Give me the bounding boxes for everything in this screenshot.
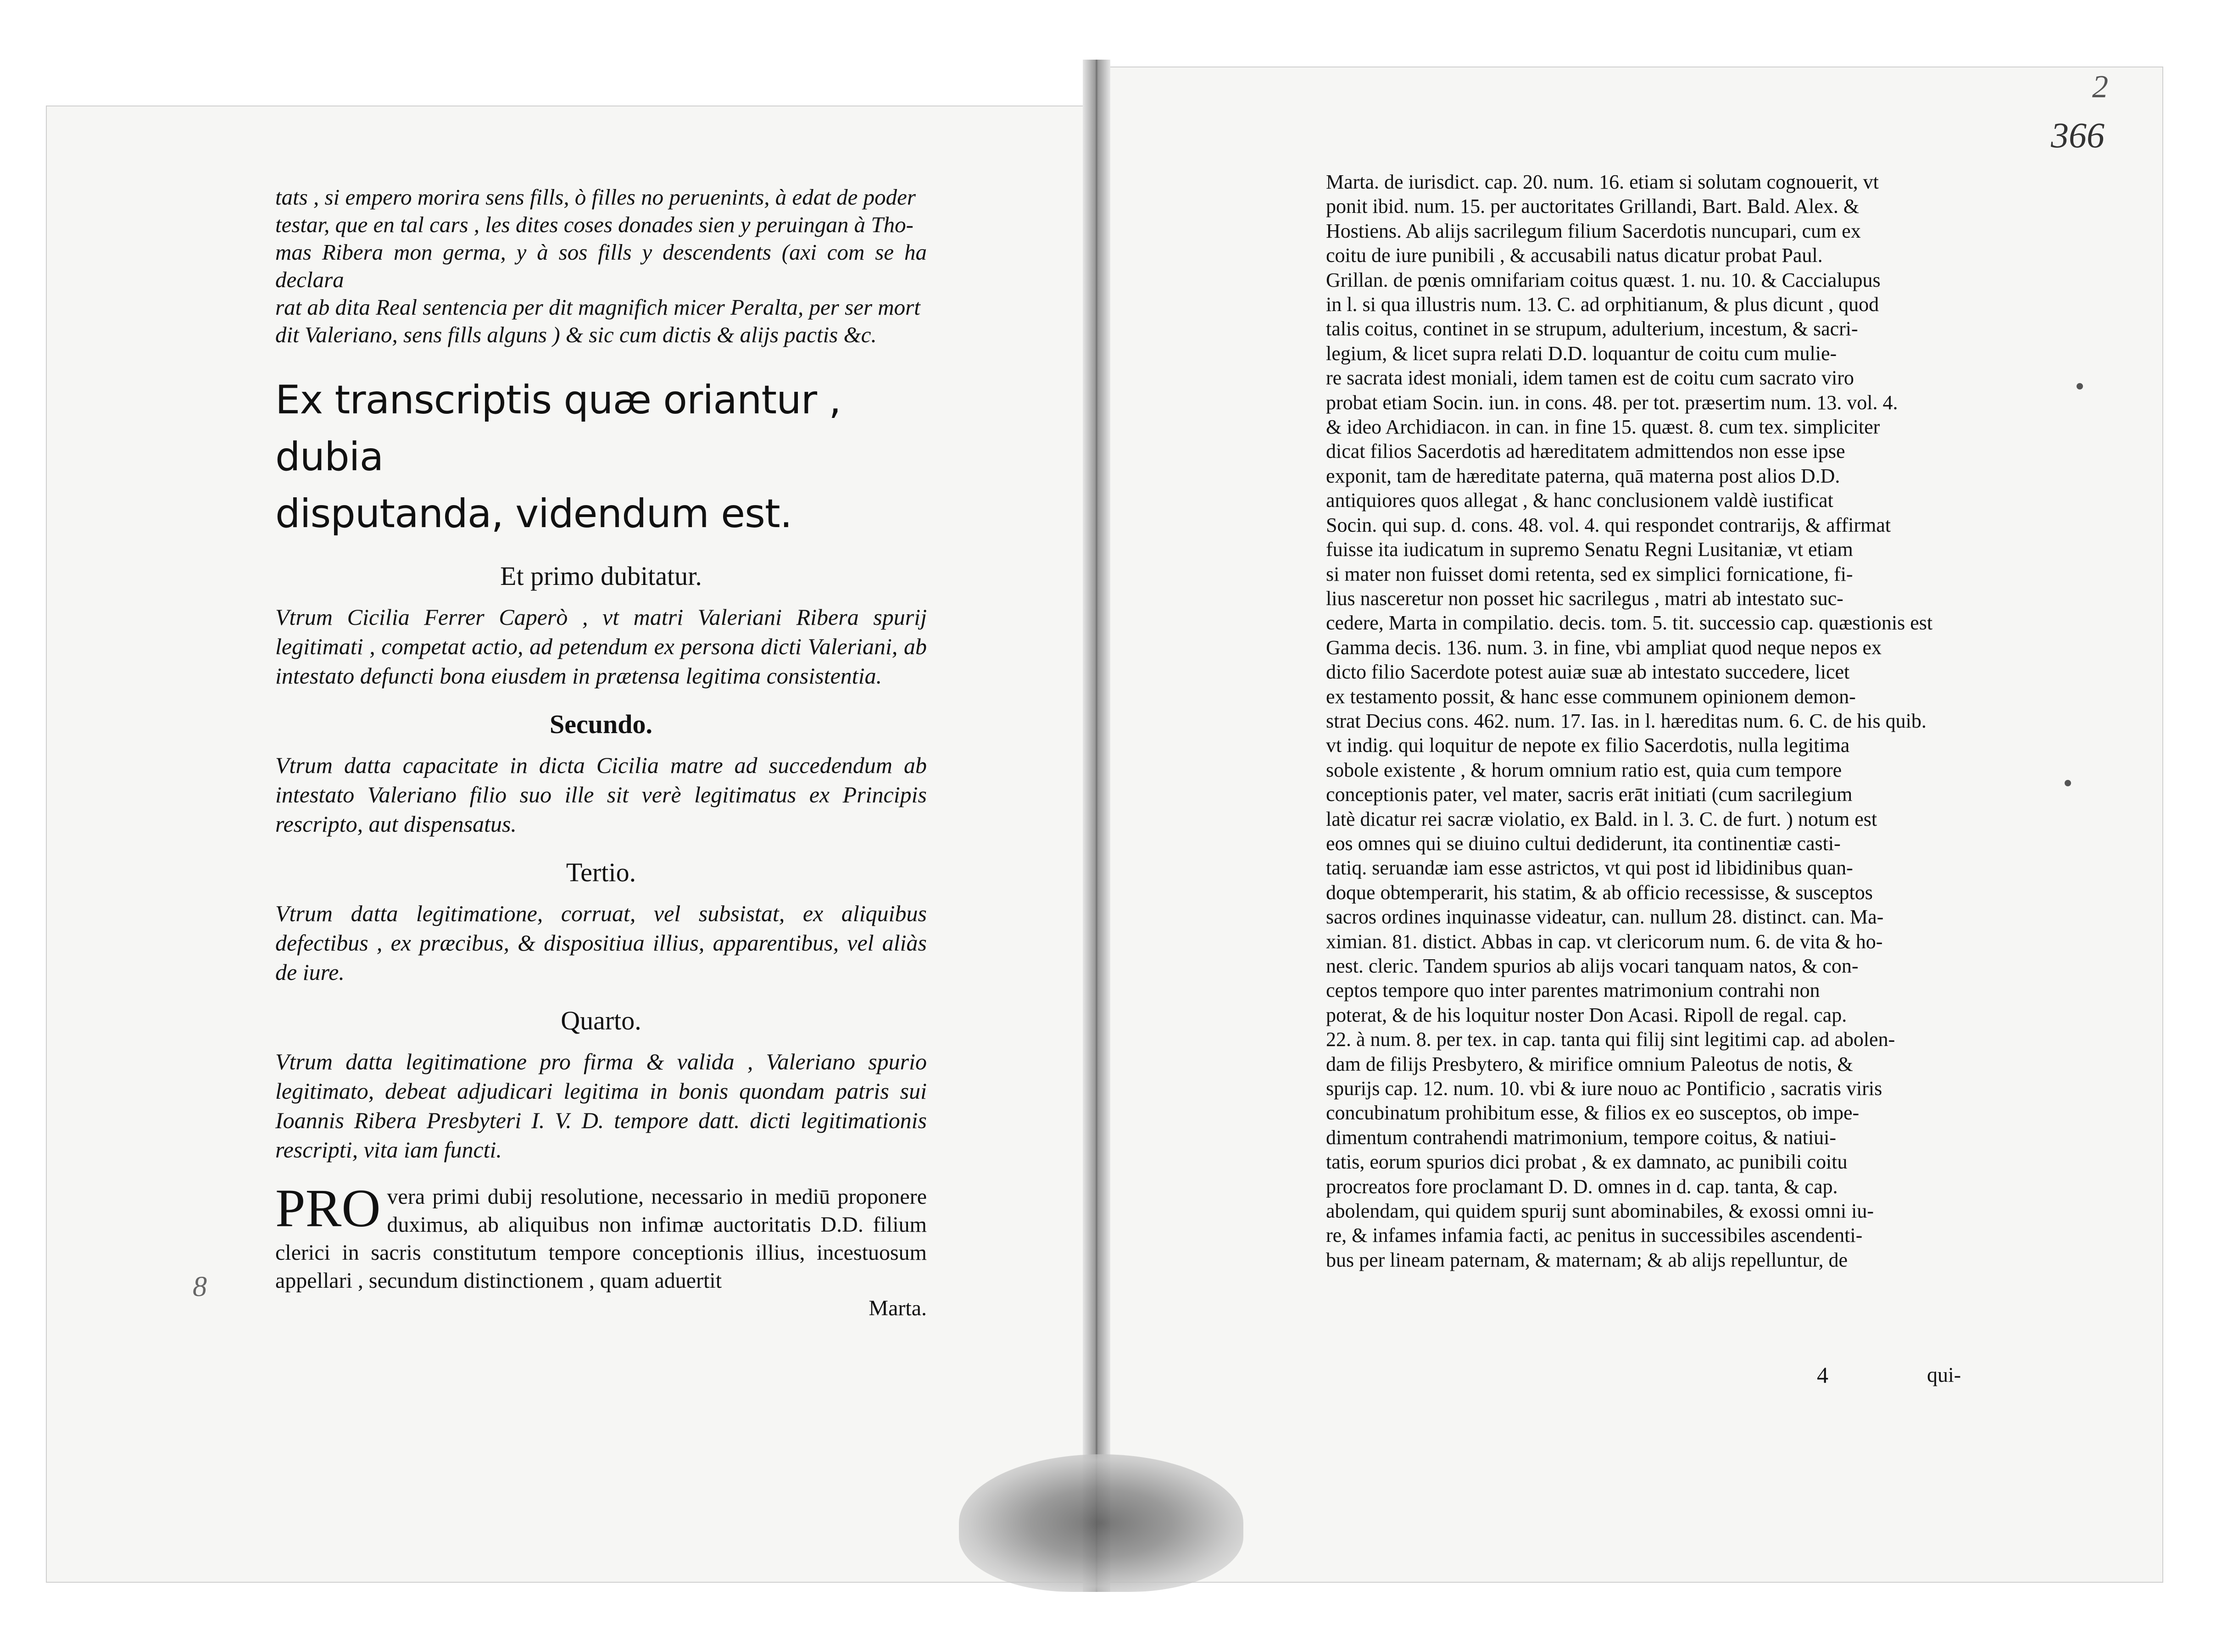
dubium-1: Vtrum Cicilia Ferrer Caperò , vt matri Valeriani Ribera spurij legitimati , competat actio, ad petendum ex persona dicti Valeriani, ab intestato defuncti bona eiusdem in prætensa legitima consistentia. bbox=[275, 604, 927, 689]
text-line: & ideo Archidiacon. in can. in fine 15. quæst. 8. cum tex. simpliciter bbox=[1326, 416, 1880, 439]
opening-line: dit Valeriano, sens fills alguns ) & sic cum dictis & alijs pactis &c. bbox=[275, 322, 877, 347]
main-heading bbox=[275, 372, 927, 542]
text-line: dicat filios Sacerdotis ad hæreditatem admittendos non esse ipse bbox=[1326, 440, 1845, 463]
main-heading-line: Ex transcriptis quæ oriantur , dubia bbox=[275, 377, 841, 480]
text-line: latè dicatur rei sacræ violatio, ex Bald. in l. 3. C. de furt. ) notum est bbox=[1326, 807, 1877, 830]
opening-passage bbox=[275, 184, 927, 349]
text-line: tatis, eorum spurios dici probat , & ex damnato, ac punibili coitu bbox=[1326, 1151, 1848, 1174]
opening-line: mas Ribera mon germa, y à sos fills y descendents (axi com se ha declara bbox=[275, 239, 927, 292]
text-line: Hostiens. Ab alijs sacrilegum filium Sacerdotis nuncupari, cum ex bbox=[1326, 219, 1861, 242]
text-line: dam de filijs Presbytero, & mirifice omnium Paleotus de notis, & bbox=[1326, 1052, 1853, 1075]
folio-number: 366 bbox=[2051, 115, 2105, 155]
resolution-text: vera primi dubij resolutione, necessario in mediū proponere duximus, ab aliquibus non infimæ auctoritatis D.D. filium clerici in sacris constitutum tempore conceptionis illius, incestuosum appellari , secundum distinctionem , quam aduertit bbox=[275, 1185, 927, 1293]
opening-line: testar, que en tal cars , les dites coses donades sien y peruingan à Tho- bbox=[275, 212, 913, 237]
signature-mark: 4 bbox=[1817, 1362, 1828, 1388]
text-line: nest. cleric. Tandem spurios ab alijs vocari tanquam natos, & con- bbox=[1326, 955, 1859, 977]
text-line: abolendam, qui quidem spurij sunt abominabiles, & exossi omni iu- bbox=[1326, 1200, 1874, 1223]
section-title-secundo: Secundo. bbox=[549, 709, 652, 739]
ink-dot bbox=[2065, 780, 2071, 786]
text-line: re sacrata idest moniali, idem tamen est de coitu cum sacrato viro bbox=[1326, 367, 1854, 389]
text-line: in l. si qua illustris num. 13. C. ad orphitianum, & plus dicunt , quod bbox=[1326, 293, 1879, 316]
text-line: si mater non fuisset domi retenta, sed ex simplici fornicatione, fi- bbox=[1326, 562, 1853, 585]
text-line: ceptos tempore quo inter parentes matrimonium contrahi non bbox=[1326, 979, 1820, 1002]
text-line: conceptionis pater, vel mater, sacris erāt initiati (cum sacrilegium bbox=[1326, 783, 1853, 806]
opening-line: rat ab dita Real sentencia per dit magnifich micer Peralta, per ser mort bbox=[275, 295, 920, 320]
folio-mark: 2 bbox=[2092, 69, 2108, 105]
text-line: poterat, & de his loquitur noster Don Acasi. Ripoll de regal. cap. bbox=[1326, 1003, 1847, 1026]
text-line: probat etiam Socin. iun. in cons. 48. per tot. præsertim num. 13. vol. 4. bbox=[1326, 391, 1898, 414]
text-line: 22. à num. 8. per tex. in cap. tanta qui filij sint legitimi cap. ad abolen- bbox=[1326, 1028, 1895, 1051]
text-line: antiquiores quos allegat , & hanc conclusionem valdè iustificat bbox=[1326, 489, 1833, 512]
text-line: concubinatum prohibitum esse, & filios ex eo susceptos, ob impe- bbox=[1326, 1101, 1860, 1124]
section-title-quarto: Quarto. bbox=[561, 1006, 641, 1035]
text-line: vt indig. qui loquitur de nepote ex filio Sacerdotis, nulla legitima bbox=[1326, 734, 1850, 757]
text-line: strat Decius cons. 462. num. 17. Ias. in l. hæreditas num. 6. C. de his quib. bbox=[1326, 709, 1927, 732]
text-line: Gamma decis. 136. num. 3. in fine, vbi ampliat quod neque nepos ex bbox=[1326, 636, 1882, 659]
text-line: sobole existente , & horum omnium ratio est, quia cum tempore bbox=[1326, 758, 1842, 781]
text-line: spurijs cap. 12. num. 10. vbi & iure nouo ac Pontificio , sacratis viris bbox=[1326, 1077, 1882, 1100]
text-line: lius nasceretur non posset hic sacrilegus , matri ab intestato suc- bbox=[1326, 587, 1843, 610]
dubium-2: Vtrum datta capacitate in dicta Cicilia matre ad succedendum ab intestato Valeriano filio suo ille sit verè legitimatus ex Principis rescripto, aut dispensatus. bbox=[275, 752, 927, 837]
text-line: dicto filio Sacerdote potest auiæ suæ ab intestato succedere, licet bbox=[1326, 661, 1850, 684]
text-line: exponit, tam de hæreditate paterna, quā materna post alios D.D. bbox=[1326, 464, 1840, 487]
ink-dot bbox=[2077, 383, 2083, 389]
text-line: re, & infames infamia facti, ac penitus in successibiles ascendenti- bbox=[1326, 1224, 1863, 1247]
text-line: fuisse ita iudicatum in supremo Senatu Regni Lusitaniæ, vt etiam bbox=[1326, 538, 1853, 561]
text-line: coitu de iure punibili , & accusabili natus dicatur probat Paul. bbox=[1326, 244, 1823, 267]
resolution-paragraph bbox=[275, 1178, 927, 1295]
text-line: cedere, Marta in compilatio. decis. tom. 5. tit. successio cap. quæstionis est bbox=[1326, 612, 1933, 634]
right-catchword: qui- bbox=[1927, 1363, 1961, 1386]
water-stain bbox=[959, 1454, 1243, 1592]
dubium-4: Vtrum datta legitimatione pro firma & valida , Valeriano spurio legitimato, debeat adjudicari legitima in bonis quondam patris sui Ioannis Ribera Presbyteri I. V. D. tempore datt. dicti legitimationis rescripti, vita iam functi. bbox=[275, 1049, 927, 1163]
text-line: Grillan. de pœnis omnifariam coitus quæst. 1. nu. 10. & Caccialupus bbox=[1326, 268, 1881, 291]
text-line: ex testamento possit, & hanc esse communem opinionem demon- bbox=[1326, 685, 1856, 708]
text-line: ximian. 81. distict. Abbas in cap. vt clericorum num. 6. de vita & ho- bbox=[1326, 930, 1883, 953]
right-text-column bbox=[1326, 170, 1987, 1272]
text-line: tatiq. seruandæ iam esse astrictos, vt qui post id libidinibus quan- bbox=[1326, 857, 1853, 879]
text-line: talis coitus, continet in se strupum, adulterium, incestum, & sacri- bbox=[1326, 317, 1858, 340]
text-line: dimentum contrahendi matrimonium, tempore coitus, & natiui- bbox=[1326, 1126, 1836, 1149]
section-title-tertio: Tertio. bbox=[566, 857, 636, 887]
text-line: Socin. qui sup. d. cons. 48. vol. 4. qui respondet contrarijs, & affirmat bbox=[1326, 513, 1891, 536]
text-line: legium, & licet supra relati D.D. loquantur de coitu cum mulie- bbox=[1326, 342, 1837, 365]
text-line: sacros ordines inquinasse videatur, can. nullum 28. distinct. can. Ma- bbox=[1326, 906, 1884, 929]
text-line: doque obtemperarit, his statim, & ab officio recessisse, & susceptos bbox=[1326, 881, 1873, 904]
book-gutter bbox=[1083, 60, 1110, 1592]
text-line: procreatos fore proclamant D. D. omnes in d. cap. tanta, & cap. bbox=[1326, 1175, 1838, 1198]
opening-line: tats , si empero morira sens fills, ò filles no peruenints, à edat de poder bbox=[275, 184, 916, 210]
text-line: ponit ibid. num. 15. per auctoritates Grillandi, Bart. Bald. Alex. & bbox=[1326, 195, 1860, 218]
text-line: bus per lineam paternam, & maternam; & ab alijs repelluntur, de bbox=[1326, 1248, 1848, 1271]
text-line: eos omnes qui se diuino cultui dediderunt, ita continentiæ casti- bbox=[1326, 832, 1841, 855]
left-text-column bbox=[275, 184, 927, 1322]
dubium-3: Vtrum datta legitimatione, corruat, vel subsistat, ex aliquibus defectibus , ex præcibus, & dispositiua illius, apparentibus, vel aliàs de iure. bbox=[275, 901, 927, 985]
margin-mark: 8 bbox=[193, 1271, 207, 1302]
section-title-primo: Et primo dubitatur. bbox=[500, 561, 702, 591]
initial-letters: PRO bbox=[275, 1178, 381, 1238]
main-heading-line: disputanda, videndum est. bbox=[275, 491, 792, 537]
left-catchword: Marta. bbox=[869, 1296, 927, 1320]
text-line: Marta. de iurisdict. cap. 20. num. 16. etiam si solutam cognouerit, vt bbox=[1326, 171, 1879, 193]
